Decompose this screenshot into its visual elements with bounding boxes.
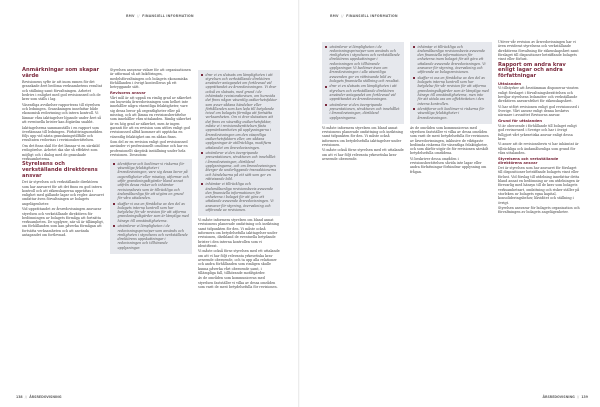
paragraph: Vi tillstyrker att årsstämman disponerar vinsten enligt förslaget i förvaltningsberättelsen och beviljar styrelsens ledamöter och verkställande direktören ansvarsfrihet för räkenskapsåret.: [498, 86, 579, 104]
header-separator: //: [137, 14, 140, 18]
paragraph: Som del av en revision enligt god revisionssed använder vi professionellt omdöme och har en professionellt skeptisk inställning under hela revisionen. Dessutom:: [110, 140, 188, 157]
paragraph: Det är styrelsen och verkställande direktören som har ansvaret för att det finns en god intern kontroll och att räkenskaperna upprättas i enlighet med gällande lagar och regler. Ansvaret omfattar även förvaltningen av bolagets angelägenheter.: [22, 180, 104, 206]
subheading: Revisorns ansvar: [110, 91, 146, 96]
bullet-item: skaffar vi oss en förståelse av den del av bolagets interna kontroll som har betydelse för vår revision för att utforma granskningsåtgärder som är lämpliga med hänsyn till omständigheterna, men inte för att uttala oss om effektiviteten i den interna kontrollen.: [413, 76, 489, 106]
subheading: Grund för uttalanden: [498, 119, 543, 124]
paragraph: Iakttagelserna sammanställs i en rapport som överlämnas till ledningen. Förbättringsområden följs upp vid nästa granskningstillfälle och resultaten redovisas i revisionsberättelsen.: [22, 125, 103, 143]
paragraph: Styrelsen ansvarar för bolagets organisation och förvaltningen av bolagets angelägenheter.: [498, 206, 580, 215]
paragraph: Vi anser att de revisionsbevis vi har inhämtat är tillräckliga och ändamålsenliga som grund för våra uttalanden.: [498, 142, 579, 156]
paragraph: Revisionens syfte är att inom ramen för det granskade året bedöma verksamhetens resultat och ställning samt förvaltningen. Arbetet bedrivs i enlighet med god revisionssed och de krav som ställs i lag.: [22, 80, 103, 102]
bullet-item: inhämtar vi tillräckliga och ändamålsenliga revisionsbevis avseende den finansiella informationen för enheterna i bolaget för att göra ett uttalande avseende årsredovisningen. Vi ansvarar för styrning, övervakning och utförande av revisionen.: [201, 182, 277, 212]
paragraph: Vi har utfört revisionen enligt god revisionssed i Sverige. Vårt ansvar enligt denna beskrivs närmare i avsnittet Revisorns ansvar.: [498, 104, 579, 118]
bullet-item: identifierar och bedömer vi riskerna för väsentliga felaktigheter i årsredovisningen, vare sig dessa beror på oegentligheter eller misstag, utformar och utför granskningsåtgärder bland annat utifrån dessa risker och inhämtar revisionsbevis som är tillräckliga och ändamålsenliga för att utgöra en grund för våra uttalanden.: [113, 162, 189, 201]
paragraph: Vi måste informera styrelsen om bland annat revisionens planerade omfattning och inriktning samt tidpunkten för den. Vi måste också informera om betydelsefulla iakttagelser under revisionen.: [322, 125, 403, 147]
bullet-item: drar vi en slutsats om lämpligheten i att styrelsen och verkställande direktören använder antagandet om fortlevnad vid upprättandet av årsredovisningen.: [325, 84, 401, 101]
paragraph: Det är styrelsen som har ansvaret för förslaget till dispositioner beträffande bolagets vinst eller förlust. Vid förslag till utdelning innefattar detta bland annat en bedömning av om utdelningen är försvarlig med hänsyn till de krav som bolagets verksamhetsart, omfattning och risker ställer på storleken av bolagets egna kapital, konsolideringsbehov, likviditet och ställning i övrigt.: [498, 166, 580, 205]
bullet-item: identifierar och bedömer vi riskerna för väsentliga felaktigheter i årsredovisningen.: [413, 107, 489, 120]
highlight-box: [110, 159, 192, 254]
header-separator: //: [341, 14, 344, 18]
right-column-3: [498, 40, 580, 216]
right-column-1: [322, 40, 404, 162]
paragraph: Vi beskriver dessa områden i revisionsberättelsen såvida inte lagar eller andra författningar förhindrar upplysning om frågan.: [410, 156, 487, 174]
page-number: 138: [16, 395, 23, 399]
right-page: [300, 0, 600, 407]
bullet-item: skaffar vi oss en förståelse av den del av bolagets interna kontroll som har betydelse för vår revision för att utforma granskningsåtgärder som är lämpliga med hänsyn till omständigheterna.: [113, 202, 189, 223]
bullet-list: [113, 162, 189, 250]
paragraph: Av de områden som kommuniceras med styrelsen fastställer vi vilka av dessa områden som varit de mest betydelsefulla för revisionen.: [198, 276, 278, 289]
paragraph: Av de områden som kommuniceras med styrelsen fastställer vi vilka av dessa områden som varit de mest betydelsefulla för revisionen av årsredovisningen, inklusive de viktigaste bedömda riskerna för väsentliga felaktigheter, och som därför utgör de för revisionen särskilt betydelsefulla områdena.: [410, 125, 489, 156]
header-brand: RMV: [330, 14, 339, 18]
footer-title: ÅRSREDOVISNING: [29, 395, 62, 399]
footer-separator: //: [576, 395, 580, 399]
section-heading: Anmärkningar som skapar värde: [22, 67, 100, 79]
highlight-box: [198, 70, 280, 216]
section-heading: Rapport om andra krav enligt lagar och andra författningar: [498, 61, 566, 80]
running-header: [126, 14, 194, 18]
bullet-item: utvärderar vi lämpligheten i de redovisningsprinciper som används och rimligheten i styrelsens och verkställande direktörens uppskattningar i redovisningen och tillhörande upplysningar. Vi bedömer även om årsredovisningen i alla väsentliga avseenden ger en rättvisande bild av bolagets finansiella ställning och resultat.: [325, 45, 401, 84]
header-brand: RMV: [126, 14, 135, 18]
left-column-1: [22, 68, 104, 239]
page-number: 139: [581, 395, 588, 399]
paragraph: Om det finns skäl för det lämnar vi en särskild redogörelse. Arbetet ska ske så effektivt som möjligt och i dialog med de granskade verksamheterna.: [22, 143, 100, 161]
bullet-item: inhämtar vi tillräckliga och ändamålsenliga revisionsbevis avseende den finansiella informationen för enheterna inom bolaget för att göra ett uttalande avseende årsredovisningen. Vi ansvarar för styrning, övervakning och utförande av bolagsrevisionen.: [413, 45, 489, 75]
subheading: Styrelsens och verkställande direktörens ansvar: [498, 156, 559, 166]
bullet-item: utvärderar vi lämpligheten i de redovisningsprinciper som används och rimligheten i styrelsens och verkställande direktörens uppskattningar i redovisningen och tillhörande upplysningar.: [113, 224, 189, 250]
footer-title: ÅRSREDOVISNING: [542, 395, 575, 399]
section-heading: Styrelsens och verkställande direktörens ansvar: [22, 161, 98, 179]
bullet-item: utvärderar vi den övergripande presentationen, strukturen och innehållet i årsredovisningen, däribland upplysningarna, och om årsredovisningen återger de underliggande transaktionerna och händelserna på ett sätt som ger en rättvisande bild.: [201, 151, 277, 181]
paragraph: Styrelsen ansvarar vidare för att organisationen är utformad så att bokföringen, medelsförvaltningen och bolagets ekonomiska förhållanden i övrigt kontrolleras på ett betryggande sätt.: [110, 68, 191, 90]
left-column-2: [110, 68, 192, 256]
running-header: [330, 14, 398, 18]
bullet-list: [325, 45, 401, 120]
highlight-box: [410, 42, 492, 124]
bullet-list: [413, 45, 489, 120]
paragraph: Vi måste informera styrelsen om bland annat revisionens planerade omfattning och inriktning samt tidpunkten för den. Vi måste också informera om betydelsefulla iakttagelser under revisionen, däribland de eventuella betydande brister i den interna kontrollen som vi identifierat.: [198, 218, 279, 248]
paragraph: Vi är oberoende i förhållande till bolaget enligt god revisorssed i Sverige och har i övrigt fullgjort vårt yrkesetiska ansvar enligt dessa krav.: [498, 124, 577, 141]
bullet-list: [201, 73, 277, 213]
paragraph: Vi måste också förse styrelsen med ett uttalande om att vi har följt relevanta yrkesetiska krav avseende oberoende, och ta upp alla relationer och andra förhållanden som rimligen skulle kunna påverka vårt oberoende samt, i tillämpliga fall, tillhörande motåtgärder.: [198, 249, 280, 275]
page-footer: [543, 395, 588, 399]
page-footer: [16, 395, 61, 399]
paragraph: Vid upprättandet av årsredovisningen ansvarar styrelsen och verkställande direktören för bedömningen av bolagets förmåga att fortsätta verksamheten. De upplyser, när så är tillämpligt, om förhållanden som kan påverka förmågan att fortsätta verksamheten och att använda antagandet om fortlevnad.: [22, 207, 104, 238]
left-column-3: [198, 68, 280, 290]
highlight-box: [322, 42, 404, 124]
paragraph: Väsentliga avvikelser rapporteras till styrelsen och ledningen. Granskningen innefattar både ekonomisk redovisning och intern kontroll. Vi lämnar våra iakttagelser löpande under året så att eventuella brister kan åtgärdas snabbt.: [22, 102, 102, 125]
paragraph: Vårt mål är att uppnå en rimlig grad av säkerhet om huruvida årsredovisningen som helhet inte innehåller några väsentliga felaktigheter, vare sig dessa beror på oegentligheter eller på misstag, och att lämna en revisionsberättelse som innehåller våra uttalanden. Rimlig säkerhet är en hög grad av säkerhet, men är ingen garanti för att en revision som utförs enligt god revisionssed alltid kommer att upptäcka en väsentlig felaktighet om en sådan finns.: [110, 95, 192, 139]
subheading: Uttalanden: [498, 81, 522, 86]
bullet-item: utvärderar vi den övergripande presentationen, strukturen och innehållet i årsredovisningen, däribland upplysningarna.: [325, 103, 401, 120]
header-section: FINANSIELL INFORMATION: [346, 14, 398, 18]
footer-separator: //: [24, 395, 28, 399]
header-section: FINANSIELL INFORMATION: [142, 14, 194, 18]
right-column-2: [410, 40, 492, 175]
paragraph: Vi måste också förse styrelsen med ett uttalande om att vi har följt relevanta yrkesetiska krav avseende oberoende.: [322, 148, 404, 161]
bullet-item: drar vi en slutsats om lämpligheten i att styrelsen och verkställande direktören använder antagandet om fortlevnad vid upprättandet av årsredovisningen. Vi drar också en slutsats, med grund i de inhämtade revisionsbevisen, om huruvida det finns någon väsentlig osäkerhetsfaktor som avser sådana händelser eller förhållanden som kan leda till betydande tvivel om bolagets förmåga att fortsätta verksamheten. Om vi drar slutsatsen att det finns en väsentlig osäkerhetsfaktor, måste vi i revisionsberättelsen fästa uppmärksamheten på upplysningarna i årsredovisningen om den väsentliga osäkerhetsfaktorn eller, om sådana upplysningar är otillräckliga, modifiera uttalandet om årsredovisningen.: [201, 73, 277, 150]
paragraph: Utöver vår revision av årsredovisningen har vi även reviderat styrelsens och verkställande direktörens förvaltning för räkenskapsåret samt förslaget till dispositioner beträffande bolagets vinst eller förlust.: [498, 40, 579, 62]
